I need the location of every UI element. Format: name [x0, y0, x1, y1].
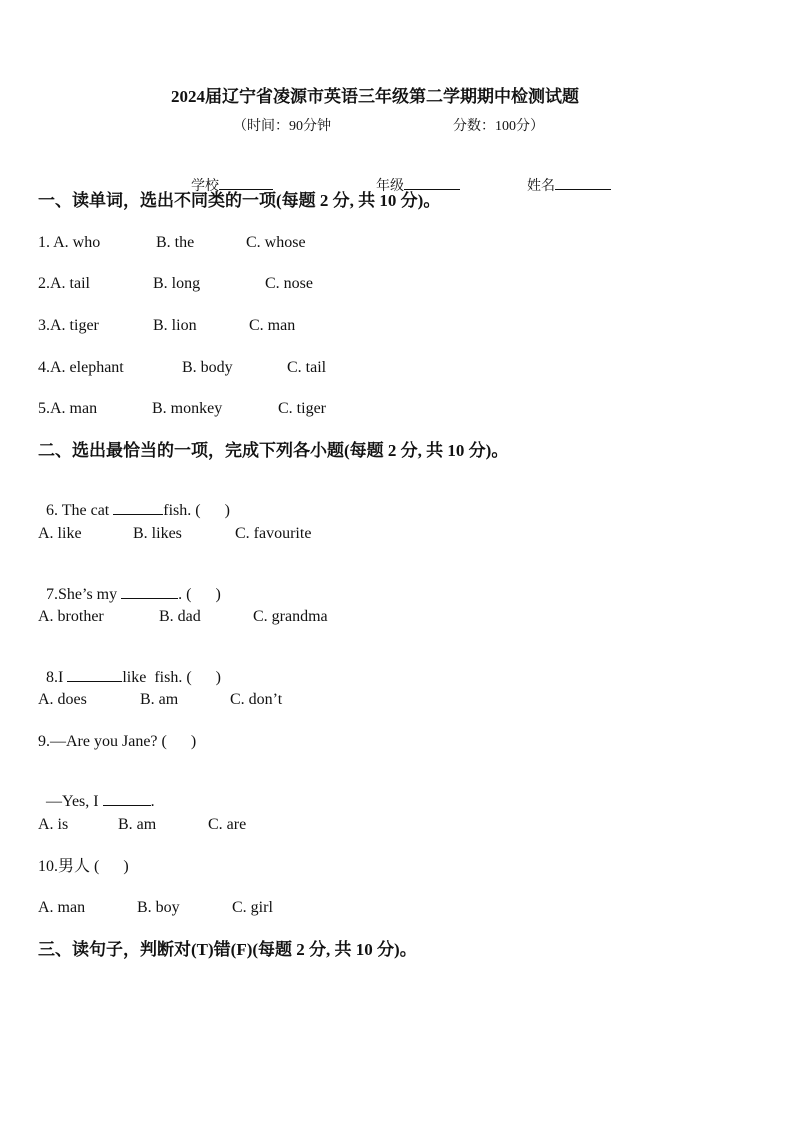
exam-time: （时间：90分钟: [233, 119, 331, 134]
q9-blank[interactable]: [103, 791, 151, 806]
q4-option-b: B. body: [182, 359, 233, 376]
q6-stem-post: fish. ( ): [163, 502, 230, 519]
q4-option-a: 4.A. elephant: [38, 359, 124, 376]
q8-blank[interactable]: [67, 667, 122, 682]
school-field: [184, 161, 273, 194]
q10-option-a: A. man: [38, 899, 86, 916]
q2-option-b: B. long: [153, 275, 201, 292]
q7-blank[interactable]: [121, 584, 178, 599]
q8-stem: [38, 651, 221, 686]
q9-stem: 9.—Are you Jane? ( ): [38, 733, 197, 750]
q8-option-c: C. don’t: [230, 691, 283, 708]
grade-label: 年级: [376, 179, 404, 194]
q7-stem-post: . ( ): [178, 586, 221, 603]
q3-option-b: B. lion: [153, 317, 197, 334]
q6-option-b: B. likes: [133, 525, 182, 542]
q6-option-c: C. favourite: [235, 525, 312, 542]
q3-option-a: 3.A. tiger: [38, 317, 99, 334]
name-blank[interactable]: [555, 175, 611, 190]
q9-answer-line: [38, 775, 155, 810]
q1-option-a: 1. A. who: [38, 234, 101, 251]
q9-option-a: A. is: [38, 816, 69, 833]
q9-option-c: C. are: [208, 816, 247, 833]
q7-option-b: B. dad: [159, 608, 201, 625]
q9-answer-post: .: [150, 793, 155, 810]
grade-blank[interactable]: [404, 175, 460, 190]
q5-option-a: 5.A. man: [38, 400, 98, 417]
q6-blank[interactable]: [113, 500, 163, 515]
q7-option-a: A. brother: [38, 608, 104, 625]
q7-option-c: C. grandma: [253, 608, 328, 625]
q8-option-b: B. am: [140, 691, 179, 708]
q10-option-c: C. girl: [232, 899, 273, 916]
q8-option-a: A. does: [38, 691, 87, 708]
q1-option-c: C. whose: [246, 234, 306, 251]
q8-stem-post: like fish. ( ): [122, 669, 221, 686]
section-3-title: 三、读句子，判断对(T)错(F)(每题 2 分, 共 10 分)。: [38, 940, 417, 959]
name-label: 姓名: [527, 179, 555, 194]
q4-option-c: C. tail: [287, 359, 327, 376]
q9-option-b: B. am: [118, 816, 157, 833]
school-blank[interactable]: [219, 175, 273, 190]
exam-score: 分数：100分）: [453, 119, 544, 134]
q9-answer-pre: —Yes, I: [46, 793, 103, 810]
section-2-title: 二、选出最恰当的一项，完成下列各小题(每题 2 分, 共 10 分)。: [38, 441, 509, 460]
q3-option-c: C. man: [249, 317, 296, 334]
name-field: [520, 161, 611, 194]
section-1-title: 一、读单词，选出不同类的一项(每题 2 分, 共 10 分)。: [38, 191, 441, 210]
q6-stem: [38, 484, 230, 519]
q2-option-a: 2.A. tail: [38, 275, 90, 292]
q6-option-a: A. like: [38, 525, 82, 542]
q7-stem-pre: 7.She’s my: [46, 586, 122, 603]
q8-stem-pre: 8.I: [46, 669, 68, 686]
school-label: 学校: [191, 179, 219, 194]
q5-option-b: B. monkey: [152, 400, 223, 417]
page-title: 2024届辽宁省凌源市英语三年级第二学期期中检测试题: [171, 87, 579, 106]
q7-stem: [38, 568, 221, 603]
q2-option-c: C. nose: [265, 275, 313, 292]
q10-stem: 10.男人 ( ): [38, 858, 129, 875]
q1-option-b: B. the: [156, 234, 195, 251]
q6-stem-pre: 6. The cat: [46, 502, 114, 519]
q10-option-b: B. boy: [137, 899, 180, 916]
grade-field: [369, 161, 460, 194]
q5-option-c: C. tiger: [278, 400, 326, 417]
